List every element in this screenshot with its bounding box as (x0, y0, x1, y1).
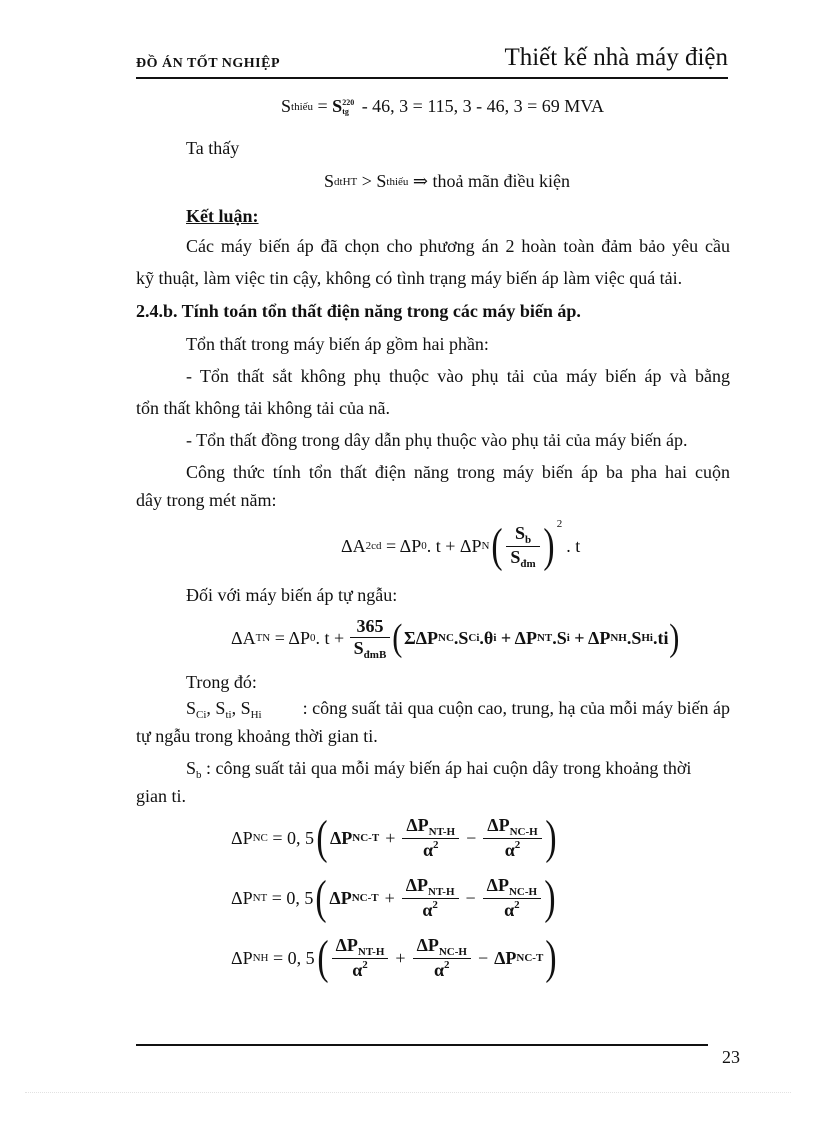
paragraph-iron-loss-1: - Tổn thất sắt không phụ thuộc vào phụ tải của máy biến áp và bằng (186, 366, 730, 386)
header-right: Thiết kế nhà máy điện (504, 44, 728, 71)
paragraph-copper-loss: - Tổn thất đồng trong dây dẫn phụ thuộc vào phụ tải của máy biến áp. (186, 430, 688, 450)
conclusion-line-1: Các máy biến áp đã chọn cho phương án 2 hoàn toàn đảm bảo yêu cầu (186, 236, 730, 256)
ta-thay-text: Ta thấy (186, 138, 240, 158)
definition-s-ci-line-2: tự ngẫu trong khoảng thời gian ti. (136, 726, 378, 746)
footer-rule (136, 1044, 708, 1046)
equation-delta-p-nh: ΔP NH = 0, 5 ( $\frac{\Delta P_{NT-H}}{\alpha^2}$ + $\frac{\Delta P_{NC-H}}{\alpha^2}$ − ΔP NC-T ) (231, 931, 557, 984)
header-rule (136, 77, 728, 79)
page-number: 23 (722, 1047, 740, 1067)
trong-do-label: Trong đó: (186, 672, 257, 692)
definition-s-b-line-1: $S_b$ : công suất tải qua mỗi máy biến áp hai cuộn dây trong khoảng thời (186, 758, 692, 781)
paragraph-iron-loss-2: tổn thất không tải không tải của nã. (136, 398, 390, 418)
paragraph-formula-intro-2: dây trong mét năm: (136, 490, 277, 510)
equation-delta-p-nt: ΔP NT = 0, 5 ( ΔP NC-T + $\frac{\Delta P_{NT-H}}{\alpha^2}$ − $\frac{\Delta P_{NC-H}}{\alpha^2}$ ) (231, 871, 556, 924)
section-title: 2.4.b. Tính toán tổn thất điện năng trong các máy biến áp. (136, 301, 581, 321)
definition-s-ci-line-1: $S_{Ci}$, $S_{ti}$, $S_{Hi}$ : công suất tải qua cuộn cao, trung, hạ của mỗi máy biến áp (186, 698, 730, 721)
equation-condition: S dtHT > S thiếu ⇒ thoả mãn điều kiện (324, 171, 570, 191)
definition-s-b-line-2: gian ti. (136, 786, 186, 806)
paragraph-loss-parts: Tổn thất trong máy biến áp gồm hai phần: (186, 334, 489, 354)
equation-delta-a-tn: ΔA TN = ΔP 0 . t + $\frac{365}{S_{đmB}}$ ( ΣΔP NC .S Ci .θ i + ΔP NT .S i + ΔP NH .S Hi .ti ) (231, 615, 680, 661)
conclusion-line-2: kỹ thuật, làm việc tin cậy, không có tình trạng máy biến áp làm việc quá tải. (136, 268, 683, 288)
page-edge-dots (25, 1092, 791, 1093)
ket-luan-heading: Kết luận: (186, 206, 259, 226)
equation-delta-a-2cd: ΔA 2cd = ΔP 0 . t + ΔP N ( $\frac{S_b}{S_{đm}}$ ) $^2$ . t (341, 518, 581, 572)
equation-delta-p-nc: ΔP NC = 0, 5 ( ΔP NC-T + $\frac{\Delta P_{NT-H}}{\alpha^2}$ − $\frac{\Delta P_{NC-H}}{\alpha^2}$ ) (231, 811, 557, 864)
equation-s-thieu: S thiếu = S 220 tg - 46, 3 = 115, 3 - 46, 3 = 69 MVA (281, 96, 604, 116)
header-left: ĐỒ ÁN TỐT NGHIỆP (136, 56, 281, 71)
paragraph-autotransformer: Đối với máy biến áp tự ngẫu: (186, 585, 398, 605)
paragraph-formula-intro-1: Công thức tính tổn thất điện năng trong máy biến áp ba pha hai cuộn (186, 462, 730, 482)
